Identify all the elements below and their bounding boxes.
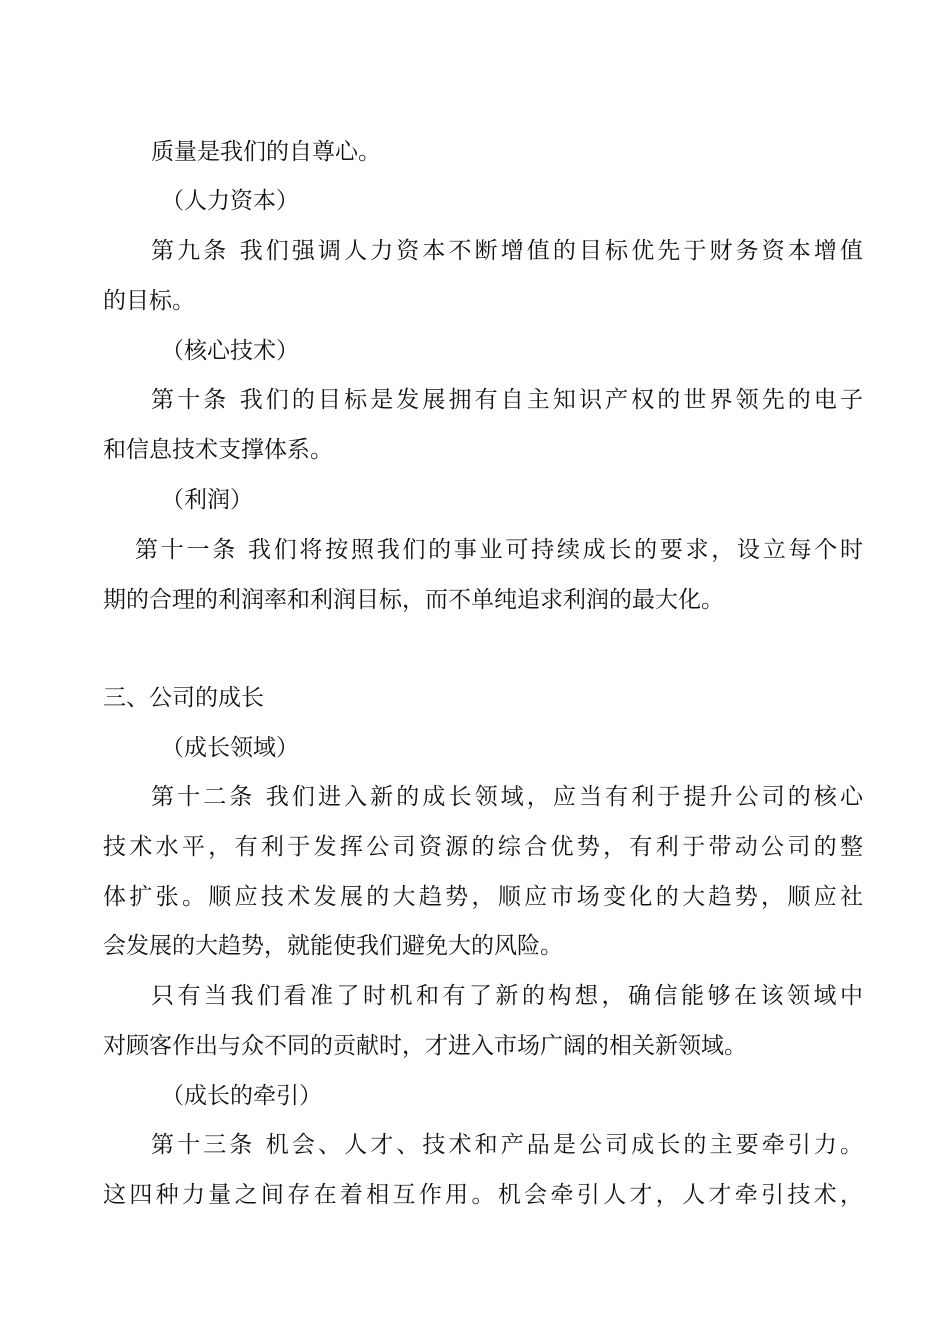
section-subheading: （人力资本） — [161, 188, 299, 214]
section-subheading: （成长领域） — [161, 735, 299, 761]
article-9-line-1: 第九条 我们强调人力资本不断增值的目标优先于财务资本增值 — [151, 238, 863, 264]
section-subheading: （核心技术） — [161, 338, 299, 364]
article-12-line-1: 第十二条 我们进入新的成长领域，应当有利于提升公司的核心 — [151, 784, 863, 810]
article-13-line-1: 第十三条 机会、人才、技术和产品是公司成长的主要牵引力。 — [151, 1132, 863, 1158]
article-11-line-1: 第十一条 我们将按照我们的事业可持续成长的要求，设立每个时 — [135, 537, 863, 563]
article-12-line-2: 技术水平，有利于发挥公司资源的综合优势，有利于带动公司的整 — [103, 834, 863, 860]
article-10-line-2: 和信息技术支撑体系。 — [103, 437, 333, 463]
section-subheading: （成长的牵引） — [161, 1083, 322, 1109]
article-12-line-3: 体扩张。顺应技术发展的大趋势，顺应市场变化的大趋势，顺应社 — [103, 884, 863, 910]
paragraph-line: 只有当我们看准了时机和有了新的构想，确信能够在该领域中 — [151, 983, 863, 1009]
article-12-line-4: 会发展的大趋势，就能使我们避免大的风险。 — [103, 933, 563, 959]
paragraph-line: 对顾客作出与众不同的贡献时，才进入市场广阔的相关新领域。 — [103, 1033, 747, 1059]
article-9-line-2: 的目标。 — [103, 288, 195, 314]
article-11-line-2: 期的合理的利润率和利润目标，而不单纯追求利润的最大化。 — [103, 587, 724, 613]
section-subheading: （利润） — [161, 487, 253, 513]
article-13-line-2: 这四种力量之间存在着相互作用。机会牵引人才，人才牵引技术， — [103, 1182, 863, 1208]
article-10-line-1: 第十条 我们的目标是发展拥有自主知识产权的世界领先的电子 — [151, 387, 863, 413]
chapter-heading: 三、公司的成长 — [103, 685, 264, 711]
paragraph-line: 质量是我们的自尊心。 — [151, 139, 381, 165]
